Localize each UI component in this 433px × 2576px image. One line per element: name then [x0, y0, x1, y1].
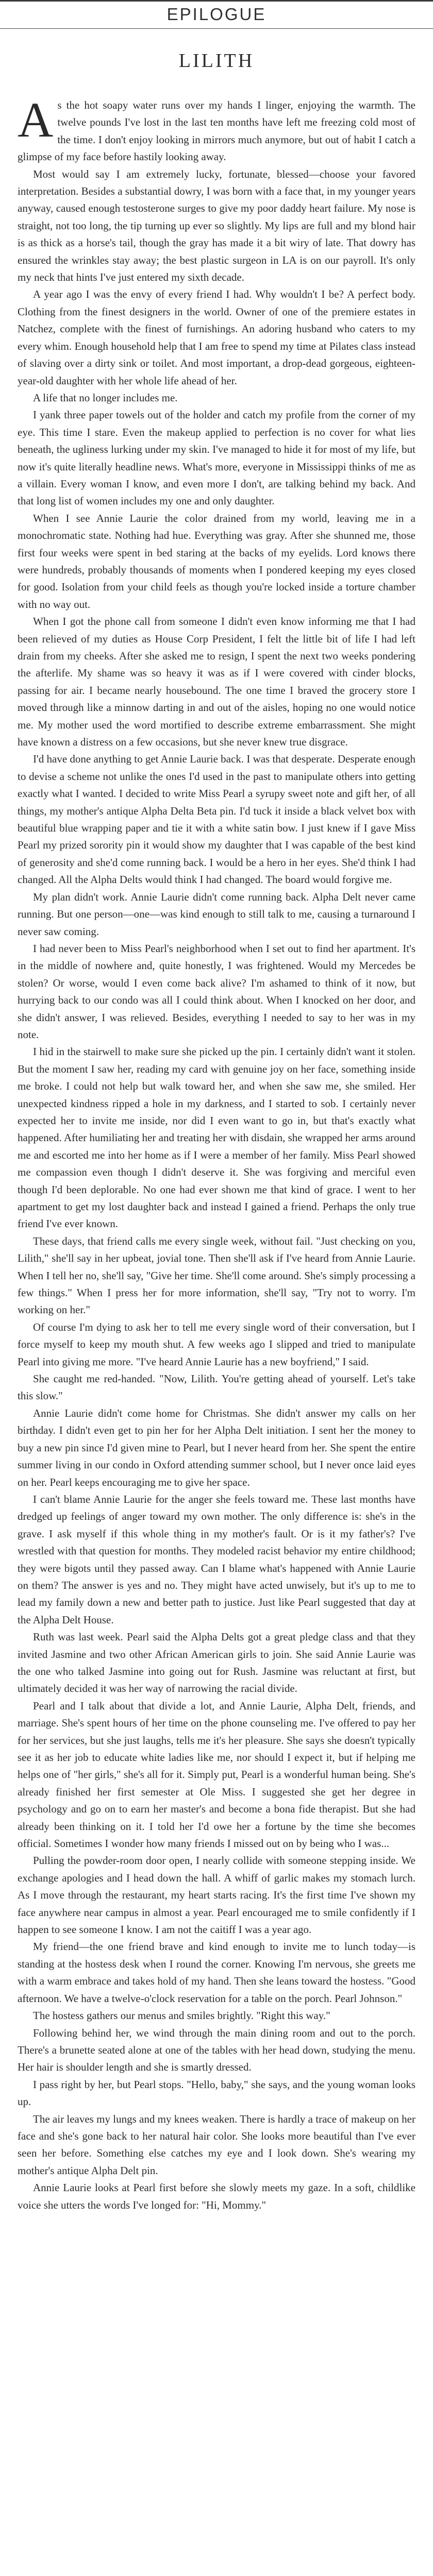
body-paragraph: [18, 286, 415, 389]
paragraph-text: Of course I'm dying to ask her to tell me every single word of their conversation, but I force myself to keep my mouth shut. A few weeks ago I slipped and tried to manipulate Pearl into giving me more. "I've heard Annie Laurie has a new boyfriend," I said.: [18, 1320, 415, 1368]
paragraph-text: Ruth was last week. Pearl said the Alpha Delts got a great pledge class and that they invited Jasmine and two other African American girls to join. She said Annie Laurie was the one who talked Jasmine into going out for Rush. Jasmine was reluctant at first, but ultimately decided it was her way of narrowing the racial divide.: [18, 1631, 415, 1695]
paragraph-text: I had never been to Miss Pearl's neighborhood when I set out to find her apartment. It's in the middle of nowhere and, quite honestly, I was frightened. Would my Mercedes be stolen? Or worse, would I even come back alive? I'm ashamed to think of it now, but hurrying back to our condo was all I could think about. When I knocked on her door, and she didn't answer, I was relieved. Besides, everything I needed to say to her was in my note.: [18, 942, 415, 1041]
paragraph-text: When I got the phone call from someone I didn't even know informing me that I had been relieved of my duties as House Corp President, I felt the little bit of life I had left drain from my cheeks. After she asked me to resign, I spent the next two weeks pondering the afterlife. My shame was so heavy it was as if I were covered with cinder blocks, passing for air. I became nearly housebound. The one time I braved the grocery store I moved through like a minnow darting in and out of the aisles, hoping no one would notice me. My mother used the word mortified to describe extreme embarrassment. She might have known a distress on a few occasions, but she never knew true disgrace.: [18, 615, 415, 749]
body-paragraph: [18, 166, 415, 286]
body-paragraph: [18, 1319, 415, 1370]
body-paragraph: [18, 2025, 415, 2076]
body-paragraph: [18, 1405, 415, 1491]
body-paragraph: [18, 1370, 415, 1405]
chapter-body: [18, 92, 416, 2214]
section-header: EPILOGUE: [0, 2, 433, 29]
paragraph-text: Annie Laurie didn't come home for Christmas. She didn't answer my calls on her birthday. I didn't even get to pin her for her Alpha Delt initiation. I sent her the money to buy a new pin since I'd given mine to Pearl, but I never heard from her. She spent the entire summer living in our condo in Oxford attending summer school, but I never once laid eyes on her. Pearl keeps encouraging me to give her space.: [18, 1406, 415, 1488]
body-paragraph: [18, 1938, 415, 2007]
paragraph-text: I can't blame Annie Laurie for the anger she feels toward me. These last months have dredged up feelings of anger toward my own mother. The only difference is: she's in the grave. I ask myself if this whole thing in my mother's fault. Or is it my father's? I've wrestled with that question for months. They modeled racist behavior my entire childhood; they were bigots until they passed away. Can I blame what's happened with Annie Laurie on them? The answer is yes and no. They might have acted unwisely, but it's up to me to lead my family down a new and better path to justice. Just like Pearl suggested that day at the Alpha Delt House.: [18, 1493, 415, 1626]
paragraph-text: Following behind her, we wind through the main dining room and out to the porch. There's a brunette seated alone at one of the tables with her head down, studying the menu. Her hair is shoulder length and she is smartly dressed.: [18, 2026, 415, 2074]
paragraph-text: My plan didn't work. Annie Laurie didn't come running back. Alpha Delt never came running. But one person—one—was kind enough to still talk to me, causing a turnaround I never saw coming.: [18, 890, 415, 938]
paragraph-text: My friend—the one friend brave and kind enough to invite me to lunch today—is standing at the hostess desk when I round the corner. Knowing I'm nervous, she greets me with a warm embrace and takes hold of my hand. Then she leans toward the hostess. "Good afternoon. We have a twelve-o'clock reservation for a table on the porch. Pearl Johnson.": [18, 1940, 415, 2005]
paragraph-text: s the hot soapy water runs over my hands I linger, enjoying the warmth. The twelve pounds I've lost in the last ten months have left me freezing cold most of the time. I don't enjoy looking in mirrors much anymore, but out of habit I catch a glimpse of my face before hastily looking away.: [18, 99, 415, 163]
body-paragraph: [18, 1233, 415, 1319]
paragraph-text: I pass right by her, but Pearl stops. "Hello, baby," she says, and the young woman looks up.: [18, 2078, 415, 2108]
body-paragraph: [18, 2111, 415, 2180]
paragraph-text: Annie Laurie looks at Pearl first before she slowly meets my gaze. In a soft, childlike voice she utters the words I've longed for: "Hi, Mommy.": [18, 2181, 415, 2211]
body-paragraph: [18, 2076, 415, 2111]
body-paragraph: [18, 2007, 415, 2024]
body-paragraph: [18, 92, 415, 166]
body-paragraph: [18, 2179, 415, 2214]
body-paragraph: [18, 889, 415, 940]
body-paragraph: [18, 940, 415, 1043]
body-paragraph: [18, 1698, 415, 1853]
paragraph-text: When I see Annie Laurie the color drained from my world, leaving me in a monochromatic state. Nothing had hue. Everything was gray. After she shunned me, those first four weeks were spent in bed staring at the backs of my eyelids. Lord knows there were hundreds, probably thousands of moments when I pondered keeping my eyes closed for good. Isolation from your child feels as though you're locked inside a torture chamber with no way out.: [18, 512, 415, 611]
paragraph-text: The air leaves my lungs and my knees weaken. There is hardly a trace of makeup on her face and she's gone back to her natural hair color. She looks more beautiful than I've ever seen her before. Something else catches my eye and I look down. She's wearing my mother's antique Alpha Delt pin.: [18, 2112, 415, 2177]
body-paragraph: [18, 389, 415, 406]
paragraph-text: I'd have done anything to get Annie Laurie back. I was that desperate. Desperate enough to devise a scheme not unlike the ones I'd used in the past to manipulate others into getting exactly what I wanted. I decided to write Miss Pearl a syrupy sweet note and gift her, of all things, my mother's antique Alpha Delta Beta pin. I'd tuck it inside a black velvet box with beautiful blue wrapping paper and tie it with a white satin bow. I just knew if I gave Miss Pearl my prized sorority pin it would show my daughter that I was capable of the best kind of generosity and she'd come running back. I would be a hero in her eyes. She'd think I had changed. All the Alpha Delts would think I had changed. The board would forgive me.: [18, 753, 416, 886]
paragraph-text: A year ago I was the envy of every friend I had. Why wouldn't I be? A perfect body. Clothing from the finest designers in the world. Owner of one of the premiere estates in Natchez, complete with the finest of furnishings. An adoring husband who caters to my every whim. Enough household help that I am free to spend my time at Pilates class instead of slaving over a dirty sink or toilet. And most important, a drop-dead gorgeous, eighteen-year-old daughter with her whole life ahead of her.: [18, 288, 415, 387]
paragraph-text: I hid in the stairwell to make sure she picked up the pin. I certainly didn't want it stolen. But the moment I saw her, reading my card with genuine joy on her face, something inside me broke. I could not help but walk toward her, and when she saw me, she smiled. Her unexpected kindness ripped a hole in my darkness, and I started to sob. I certainly never expected her to invite me inside, nor did I even want to go in, but that's exactly what happened. After humiliating her and treating her with disdain, she wrapped her arms around me and escorted me into her home as if I were a member of her family. Miss Pearl showed me compassion even though I didn't deserve it. She was forgiving and merciful even though I'd been deplorable. No one had ever shown me that kind of grace. I went to her apartment to get my lost daughter back and instead I gained a friend. Perhaps the only true friend I've ever known.: [18, 1045, 415, 1230]
body-paragraph: [18, 1043, 415, 1232]
paragraph-text: A life that no longer includes me.: [33, 391, 178, 404]
paragraph-text: Pearl and I talk about that divide a lot, and Annie Laurie, Alpha Delt, friends, and marriage. She's spent hours of her time on the phone counseling me. I've offered to pay her for her services, but she just laughs, tells me it's her pleasure. She says she doesn't typically see it as her job to educate white ladies like me, nor should I expect it, but if helping me helps one of "her girls," she's all for it. Simply put, Pearl is a wonderful human being. She's already finished her first semester at Ole Miss. I suggested she get her degree in psychology and go on to earn her master's and become a bona fide therapist. But she had already been thinking on it. I told her I'd owe her a fortune by the time she becomes official. Sometimes I wonder how many friends I missed out on by being who I was...: [18, 1699, 415, 1850]
paragraph-text: I yank three paper towels out of the holder and catch my profile from the corner of my eye. This time I stare. Even the makeup applied to perfection is no cover for what lies beneath, the ugliness lurking under my skin. I've managed to hide it for most of my life, but now it's quite literally headline news. What's more, everyone in Mississippi thinks of me as a villain. Every woman I know, and even more I don't, are talking behind my back. And that long list of women includes my one and only daughter.: [18, 409, 415, 507]
body-paragraph: [18, 1852, 415, 1938]
drop-cap: A: [18, 92, 54, 147]
paragraph-text: The hostess gathers our menus and smiles brightly. "Right this way.": [33, 2009, 330, 2022]
body-paragraph: [18, 1629, 415, 1698]
paragraph-text: Most would say I am extremely lucky, fortunate, blessed—choose your favored interpretation. Besides a substantial dowry, I was born with a face that, in my younger years anyway, caused enough testosterone surges to give my poor daddy heart failure. My nose is straight, not too long, the tip turning up ever so slightly. My lips are full and my blond hair is as thick as a horse's tail, though the gray has made it a bit wiry of late. That dowry has ensured the wrinkles stay away; the best plastic surgeon in LA is on our payroll. It's only my neck that hints I've just entered my sixth decade.: [18, 167, 415, 284]
paragraph-text: These days, that friend calls me every single week, without fail. "Just checking on you, Lilith," she'll say in her upbeat, jovial tone. Then she'll ask if I've heard from Annie Laurie. When I tell her no, she'll say, "Give her time. She'll come around. She's simply processing a few things." When I press her for more information, she'll say, "Try not to worry. I'm working on her.": [18, 1234, 415, 1316]
body-paragraph: [18, 613, 415, 751]
body-paragraph: [18, 510, 415, 613]
paragraph-text: Pulling the powder-room door open, I nearly collide with someone stepping inside. We exchange apologies and I head down the hall. A whiff of garlic makes my stomach lurch. As I move through the restaurant, my heart starts racing. It's the first time I've shown my face anywhere near campus in almost a year. Pearl encouraged me to smile confidently if I happen to see someone I know. I am not the caitiff I was a year ago.: [18, 1854, 415, 1936]
paragraph-text: She caught me red-handed. "Now, Lilith. You're getting ahead of yourself. Let's take this slow.": [18, 1372, 415, 1402]
body-paragraph: [18, 406, 415, 510]
body-paragraph: [18, 1491, 415, 1629]
chapter-title: LILITH: [178, 50, 255, 72]
body-paragraph: [18, 751, 415, 888]
